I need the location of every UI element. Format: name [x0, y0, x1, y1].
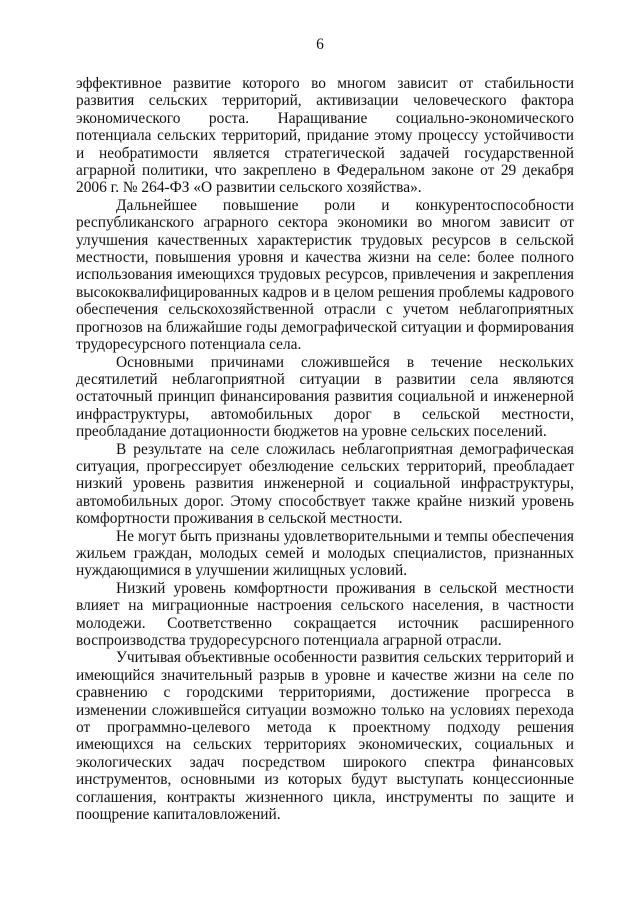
document-body: [76, 75, 574, 823]
paragraph: Учитывая объективные особенности развития сельских территорий и имеющийся значительный разрыв в уровне и качестве жизни на селе по сравнению с городскими территориями, достижение прогресса в изменении сложившейся ситуации возможно только на условиях перехода от программно-целевого метода к проектному подходу решения имеющихся на сельских территориях экономических, социальных и экологических задач посредством широкого спектра финансовых инструментов, основными из которых будут выступать концессионные соглашения, контракты жизненного цикла, инструменты по защите и поощрение капиталовложений.: [76, 649, 574, 824]
page-number: 6: [316, 36, 324, 53]
paragraph: В результате на селе сложилась неблагоприятная демографическая ситуация, прогрессирует обезлюдение сельских территорий, преобладает низкий уровень развития инженерной и социальной инфраструктуры, автомобильных дорог. Этому способствует также крайне низкий уровень комфортности проживания в сельской местности.: [76, 440, 574, 528]
paragraph-continuation: эффективное развитие которого во многом зависит от стабильности развития сельских территорий, активизации человеческого фактора экономического роста. Наращивание социально-экономического потенциала сельских территорий, придание этому процессу устойчивости и необратимости является стратегической задачей государственной аграрной политики, что закреплено в Федеральном законе от 29 декабря 2006 г. № 264-ФЗ «О развитии сельского хозяйства».: [76, 75, 574, 197]
paragraph: Не могут быть признаны удовлетворительными и темпы обеспечения жильем граждан, молодых семей и молодых специалистов, признанных нуждающимися в улучшении жилищных условий.: [76, 527, 574, 580]
paragraph: Низкий уровень комфортности проживания в сельской местности влияет на миграционные настроения сельского населения, в частности молодежи. Соответственно сокращается источник расширенного воспроизводства трудоресурсного потенциала аграрной отрасли.: [76, 579, 574, 649]
paragraph: Основными причинами сложившейся в течение нескольких десятилетий неблагоприятной ситуации в развитии села являются остаточный принцип финансирования развития социальной и инженерной инфраструктуры, автомобильных дорог в сельской местности, преобладание дотационности бюджетов на уровне сельских поселений.: [76, 353, 574, 441]
paragraph: Дальнейшее повышение роли и конкурентоспособности республиканского аграрного сектора экономики во многом зависит от улучшения качественных характеристик трудовых ресурсов в сельской местности, повышения уровня и качества жизни на селе: более полного использования имеющихся трудовых ресурсов, привлечения и закрепления высококвалифицированных кадров и в целом решения проблемы кадрового обеспечения сельскохозяйственной отрасли с учетом неблагоприятных прогнозов на ближайшие годы демографической ситуации и формирования трудоресурсного потенциала села.: [76, 196, 574, 354]
